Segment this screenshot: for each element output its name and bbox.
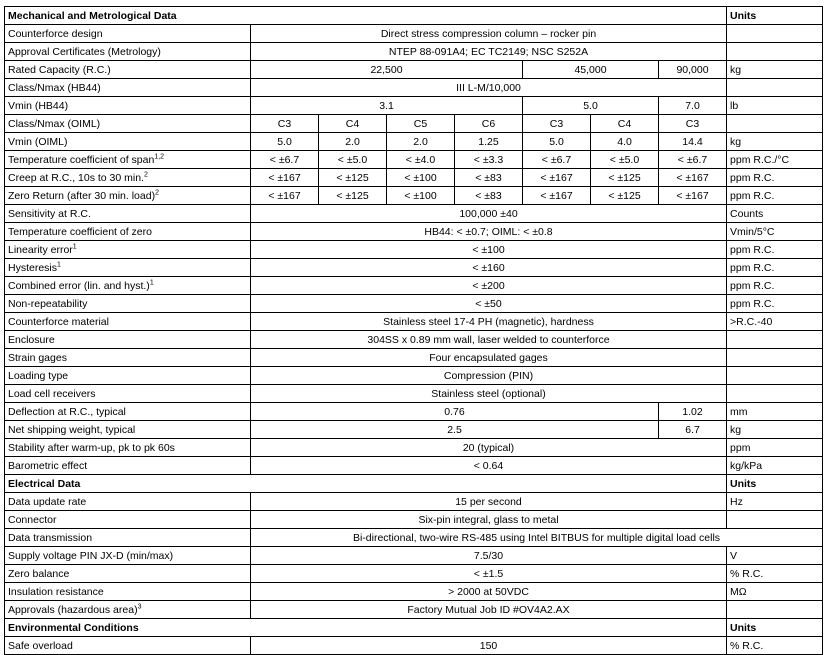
row-value: 1.02: [659, 403, 727, 421]
row-units: [727, 25, 823, 43]
row-value: 45,000: [523, 61, 659, 79]
row-label: Counterforce material: [5, 313, 251, 331]
table-row: [5, 529, 823, 547]
row-units: % R.C.: [727, 565, 823, 583]
footnote-marker: 1,2: [154, 153, 165, 160]
row-value: < ±125: [319, 169, 387, 187]
row-label: Class/Nmax (HB44): [5, 79, 251, 97]
row-units: [727, 601, 823, 619]
table-row: [5, 259, 823, 277]
row-label: Deflection at R.C., typical: [5, 403, 251, 421]
row-value: C4: [591, 115, 659, 133]
row-label: Counterforce design: [5, 25, 251, 43]
row-value: Compression (PIN): [251, 367, 727, 385]
row-value: C4: [319, 115, 387, 133]
row-value: < ±100: [387, 187, 455, 205]
row-value: 5.0: [523, 97, 659, 115]
table-row: [5, 421, 823, 439]
row-label: Class/Nmax (OIML): [5, 115, 251, 133]
row-units: [727, 349, 823, 367]
row-value: < ±6.7: [523, 151, 591, 169]
row-label: Linearity error$^1$: [5, 241, 251, 259]
row-value: < ±167: [251, 187, 319, 205]
row-value: < ±4.0: [387, 151, 455, 169]
row-value: 15 per second: [251, 493, 727, 511]
table-row: [5, 277, 823, 295]
row-value: 20 (typical): [251, 439, 727, 457]
row-units: ppm R.C.: [727, 169, 823, 187]
table-row: [5, 331, 823, 349]
table-row: [5, 457, 823, 475]
row-value: 0.76: [251, 403, 659, 421]
row-value: Six-pin integral, glass to metal: [251, 511, 727, 529]
row-units: [727, 367, 823, 385]
specification-table: [4, 6, 823, 655]
footnote-marker: 1: [57, 261, 61, 268]
row-value: < ±5.0: [591, 151, 659, 169]
row-units: ppm R.C./°C: [727, 151, 823, 169]
row-value: 4.0: [591, 133, 659, 151]
row-value: Bi-directional, two-wire RS-485 using Intel BITBUS for multiple digital load cells: [251, 529, 823, 547]
row-value: < ±125: [591, 169, 659, 187]
row-value: < ±50: [251, 295, 727, 313]
row-label: Connector: [5, 511, 251, 529]
row-label: Approval Certificates (Metrology): [5, 43, 251, 61]
row-value: C3: [251, 115, 319, 133]
row-value: Direct stress compression column – rocker pin: [251, 25, 727, 43]
table-row: [5, 97, 823, 115]
row-value: C3: [659, 115, 727, 133]
section-units-header: Units: [727, 7, 823, 25]
row-units: [727, 79, 823, 97]
row-value: C3: [523, 115, 591, 133]
row-value: < ±5.0: [319, 151, 387, 169]
row-label: Temperature coefficient of span$^{1,2}$: [5, 151, 251, 169]
row-label: Vmin (HB44): [5, 97, 251, 115]
table-row: [5, 43, 823, 61]
row-value: 3.1: [251, 97, 523, 115]
table-row: [5, 601, 823, 619]
row-units: ppm R.C.: [727, 277, 823, 295]
row-value: 90,000: [659, 61, 727, 79]
table-row: [5, 547, 823, 565]
row-value: HB44: < ±0.7; OIML: < ±0.8: [251, 223, 727, 241]
row-label: Rated Capacity (R.C.): [5, 61, 251, 79]
row-units: kg: [727, 421, 823, 439]
row-units: Counts: [727, 205, 823, 223]
row-label: Load cell receivers: [5, 385, 251, 403]
row-units: MΩ: [727, 583, 823, 601]
row-value: < ±125: [319, 187, 387, 205]
row-value: NTEP 88-091A4; EC TC2149; NSC S252A: [251, 43, 727, 61]
row-units: ppm: [727, 439, 823, 457]
row-label: Insulation resistance: [5, 583, 251, 601]
table-row: [5, 79, 823, 97]
row-label: Vmin (OIML): [5, 133, 251, 151]
row-units: ppm R.C.: [727, 187, 823, 205]
table-row: [5, 115, 823, 133]
footnote-marker: 1: [72, 243, 77, 250]
row-value: C5: [387, 115, 455, 133]
row-value: 304SS x 0.89 mm wall, laser welded to counterforce: [251, 331, 727, 349]
row-label: Creep at R.C., 10s to 30 min.$^2$: [5, 169, 251, 187]
row-value: 150: [251, 637, 727, 655]
row-value: C6: [455, 115, 523, 133]
table-row: [5, 295, 823, 313]
table-row: [5, 133, 823, 151]
table-row: [5, 511, 823, 529]
section-title: Environmental Conditions: [5, 619, 727, 637]
row-label: Non-repeatability: [5, 295, 251, 313]
row-value: < ±167: [523, 169, 591, 187]
row-value: < ±6.7: [659, 151, 727, 169]
table-row: [5, 241, 823, 259]
row-value: < ±83: [455, 169, 523, 187]
table-row: [5, 565, 823, 583]
section-header-row: [5, 475, 823, 493]
row-units: >R.C.-40: [727, 313, 823, 331]
section-title: Mechanical and Metrological Data: [5, 7, 727, 25]
row-value: 100,000 ±40: [251, 205, 727, 223]
table-row: [5, 223, 823, 241]
row-label: Enclosure: [5, 331, 251, 349]
row-label: Net shipping weight, typical: [5, 421, 251, 439]
row-value: 2.0: [319, 133, 387, 151]
row-value: < ±167: [523, 187, 591, 205]
row-label: Data update rate: [5, 493, 251, 511]
row-value: < ±167: [251, 169, 319, 187]
table-row: [5, 151, 823, 169]
table-row: [5, 349, 823, 367]
table-row: [5, 367, 823, 385]
row-units: [727, 331, 823, 349]
row-units: Hz: [727, 493, 823, 511]
row-units: [727, 43, 823, 61]
row-value: < ±200: [251, 277, 727, 295]
table-row: [5, 169, 823, 187]
row-units: kg: [727, 133, 823, 151]
table-row: [5, 583, 823, 601]
table-row: [5, 205, 823, 223]
row-value: Stainless steel 17-4 PH (magnetic), hardness: [251, 313, 727, 331]
footnote-marker: 2: [143, 171, 148, 178]
row-units: Vmin/5°C: [727, 223, 823, 241]
row-label: Strain gages: [5, 349, 251, 367]
section-units-header: Units: [727, 619, 823, 637]
row-units: lb: [727, 97, 823, 115]
table-row: [5, 313, 823, 331]
row-label: Zero balance: [5, 565, 251, 583]
row-units: ppm R.C.: [727, 259, 823, 277]
row-value: < ±83: [455, 187, 523, 205]
section-header-row: [5, 7, 823, 25]
row-value: < ±100: [251, 241, 727, 259]
row-units: kg/kPa: [727, 457, 823, 475]
row-label: Zero Return (after 30 min. load)$^2$: [5, 187, 251, 205]
row-value: Four encapsulated gages: [251, 349, 727, 367]
footnote-marker: 3: [137, 603, 142, 610]
row-value: Stainless steel (optional): [251, 385, 727, 403]
table-row: [5, 25, 823, 43]
row-units: mm: [727, 403, 823, 421]
row-value: < 0.64: [251, 457, 727, 475]
row-value: > 2000 at 50VDC: [251, 583, 727, 601]
row-value: 2.0: [387, 133, 455, 151]
row-value: 22,500: [251, 61, 523, 79]
row-value: 2.5: [251, 421, 659, 439]
section-header-row: [5, 619, 823, 637]
row-label: Stability after warm-up, pk to pk 60s: [5, 439, 251, 457]
footnote-marker: 2: [155, 189, 159, 196]
row-units: V: [727, 547, 823, 565]
row-value: 1.25: [455, 133, 523, 151]
row-label: Supply voltage PIN JX-D (min/max): [5, 547, 251, 565]
row-units: [727, 115, 823, 133]
row-value: < ±3.3: [455, 151, 523, 169]
row-value: 7.5/30: [251, 547, 727, 565]
table-row: [5, 493, 823, 511]
row-units: [727, 385, 823, 403]
spec-sheet-page: [0, 6, 828, 652]
row-label: Loading type: [5, 367, 251, 385]
row-label: Hysteresis$^1$: [5, 259, 251, 277]
row-value: 5.0: [523, 133, 591, 151]
row-label: Combined error (lin. and hyst.)$^1$: [5, 277, 251, 295]
row-value: 7.0: [659, 97, 727, 115]
row-label: Safe overload: [5, 637, 251, 655]
table-row: [5, 403, 823, 421]
row-units: ppm R.C.: [727, 241, 823, 259]
table-row: [5, 187, 823, 205]
row-units: % R.C.: [727, 637, 823, 655]
table-row: [5, 385, 823, 403]
row-value: < ±6.7: [251, 151, 319, 169]
row-value: Factory Mutual Job ID #OV4A2.AX: [251, 601, 727, 619]
row-label: Data transmission: [5, 529, 251, 547]
table-row: [5, 439, 823, 457]
row-value: 6.7: [659, 421, 727, 439]
row-value: III L-M/10,000: [251, 79, 727, 97]
section-title: Electrical Data: [5, 475, 727, 493]
row-label: Temperature coefficient of zero: [5, 223, 251, 241]
row-value: < ±1.5: [251, 565, 727, 583]
row-label: Sensitivity at R.C.: [5, 205, 251, 223]
table-row: [5, 61, 823, 79]
row-units: ppm R.C.: [727, 295, 823, 313]
table-row: [5, 637, 823, 655]
row-value: 5.0: [251, 133, 319, 151]
row-value: < ±167: [659, 187, 727, 205]
row-units: kg: [727, 61, 823, 79]
row-label: Approvals (hazardous area)$^3$: [5, 601, 251, 619]
section-units-header: Units: [727, 475, 823, 493]
row-units: [727, 511, 823, 529]
row-value: 14.4: [659, 133, 727, 151]
row-value: < ±160: [251, 259, 727, 277]
row-label: Barometric effect: [5, 457, 251, 475]
row-value: < ±125: [591, 187, 659, 205]
row-value: < ±100: [387, 169, 455, 187]
row-value: < ±167: [659, 169, 727, 187]
footnote-marker: 1: [149, 279, 154, 286]
table-body: [5, 7, 823, 655]
